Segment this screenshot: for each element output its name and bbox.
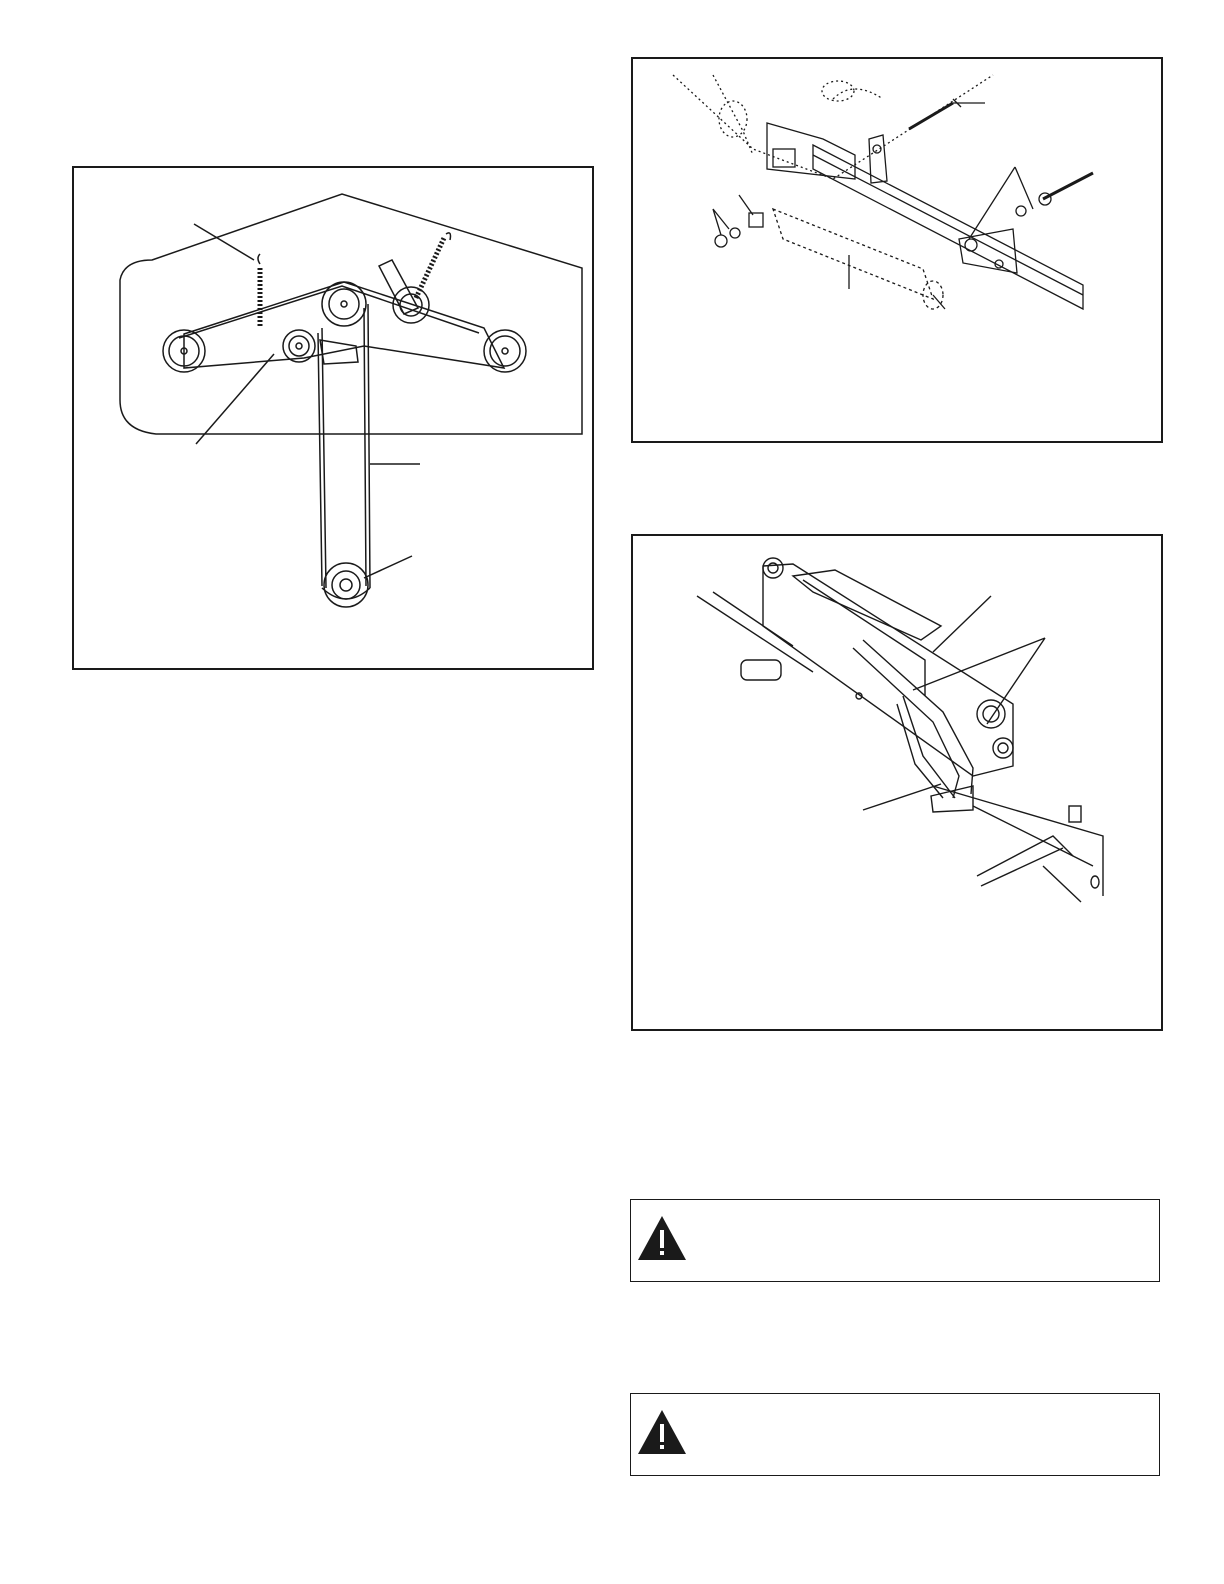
warning-triangle-icon: [636, 1408, 688, 1456]
belt-routing-diagram: [72, 166, 594, 670]
lift-bracket-exploded-view: [631, 57, 1163, 443]
pulley-belt-drawing: [74, 168, 596, 672]
warning-box: [630, 1199, 1160, 1282]
lift-arm-assembly-view: [631, 534, 1163, 1031]
exploded-hardware-drawing: [633, 59, 1165, 445]
lift-arm-drawing: [633, 536, 1165, 1033]
warning-triangle-icon: [636, 1214, 688, 1262]
warning-box: [630, 1393, 1160, 1476]
